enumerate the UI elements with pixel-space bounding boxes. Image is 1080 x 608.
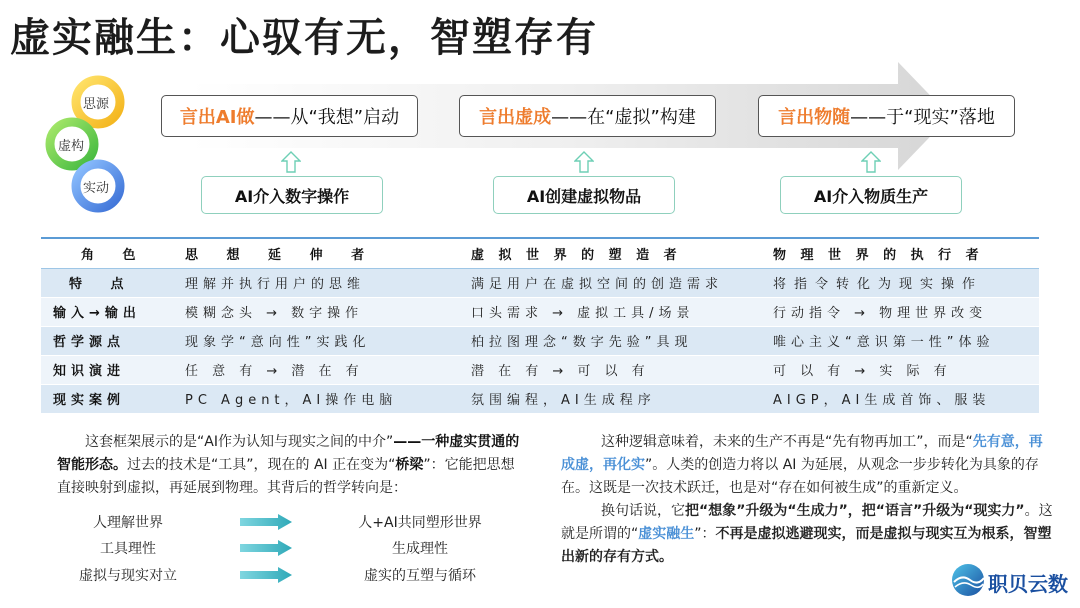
table-row	[41, 297, 1039, 326]
right-summary-paragraph	[561, 431, 1053, 569]
comparison-to: 人+AI共同塑形世界	[358, 515, 482, 531]
row-label: 知识演进	[41, 355, 181, 384]
table-cell: 唯心主义“意识第一性”体验	[769, 326, 1039, 355]
table-cell: 潜 在 有 → 可 以 有	[467, 355, 769, 384]
table-cell: 模糊念头 → 数字操作	[181, 297, 467, 326]
left-summary-paragraph	[57, 431, 527, 500]
right-text-2d: ”：	[694, 526, 716, 542]
left-text-2: 过去的技术是“工具”，现在的 AI 正在变为“	[127, 457, 396, 473]
cycle-item-construct: 虚构	[58, 139, 85, 154]
table-cell: 满足用户在虚拟空间的创造需求	[467, 268, 769, 297]
header-physical-executor: 物 理 世 界 的 执 行 者	[769, 238, 1039, 268]
left-text-1: 这套框架展示的是“AI作为认知与现实之间的中介”	[85, 434, 394, 450]
table-cell: 任 意 有 → 潜 在 有	[181, 355, 467, 384]
right-text-1a: 这种逻辑意味着，未来的生产不再是“先有物再加工”，而是“	[601, 434, 973, 450]
teal-arrow-icon	[240, 540, 292, 556]
stage-highlight: 言出AI做	[179, 107, 255, 128]
role-box-virtual: AI创建虚拟物品	[493, 176, 675, 214]
header-virtual-shaper: 虚 拟 世 界 的 塑 造 者	[467, 238, 769, 268]
table-cell: 将指令转化为现实操作	[769, 268, 1039, 297]
company-logo-text: 职贝云数	[988, 572, 1068, 596]
table-cell: 现象学“意向性”实践化	[181, 326, 467, 355]
table-cell: PC Agent，AI操作电脑	[181, 384, 467, 413]
company-logo-icon	[950, 562, 986, 598]
left-text-2-bold: 桥梁	[395, 457, 424, 473]
row-label: 特 点	[41, 268, 181, 297]
table-cell: 氛围编程，AI生成程序	[467, 384, 769, 413]
comparison-to: 虚实的互塑与循环	[364, 568, 476, 584]
stage-highlight: 言出虚成	[479, 107, 552, 128]
stage-box-virtual	[459, 95, 716, 137]
right-text-2-blue: 虚实融生	[638, 526, 695, 542]
right-text-1-blue: 先有意，再成虚，再化实	[561, 434, 1043, 473]
table-row	[41, 355, 1039, 384]
table-cell: 口头需求 → 虚拟工具/场景	[467, 297, 769, 326]
role-matrix-table	[41, 237, 1039, 414]
left-text-1-bold: ——一种虚实贯通的智能形态。	[57, 434, 520, 473]
table-cell: 柏拉图理念“数字先验”具现	[467, 326, 769, 355]
table-row	[41, 384, 1039, 413]
table-header-row	[41, 238, 1039, 268]
right-text-2-bold: 不再是虚拟逃避现实，而是虚拟与现实互为根系，智塑出新的存有方式。	[561, 526, 1052, 565]
row-label: 哲学源点	[41, 326, 181, 355]
page-title: 虚实融生：心驭有无，智塑存有	[10, 15, 598, 61]
stage-box-reality	[758, 95, 1015, 137]
right-text-2c: 。这就是所谓的“	[561, 503, 1053, 542]
up-arrow-icon	[574, 151, 594, 173]
stage-rest: ——于“现实”落地	[850, 107, 995, 128]
row-label: 现实案例	[41, 384, 181, 413]
comparison-from: 工具理性	[100, 541, 156, 557]
stage-highlight: 言出物随	[778, 107, 851, 128]
cycle-item-source: 思源	[83, 97, 110, 112]
teal-arrow-icon	[240, 567, 292, 583]
right-text-2b: 把“想象”升级为“生成力”，把“语言”升级为“现实力”	[685, 503, 1025, 519]
left-text-3: ”：它能把思想直接映射到虚拟，再延展到物理。其背后的哲学转向是：	[57, 457, 515, 496]
right-text-1b: ”。人类的创造力将以 AI 为延展，从观念一步步转化为具象的存在。这既是一次技术跃迁，也是对“存在如何被生成”的重新定义。	[561, 457, 1039, 496]
cycle-diagram	[36, 74, 148, 214]
right-text-2a: 换句话说，它	[601, 503, 685, 519]
comparison-from: 人理解世界	[93, 515, 163, 531]
table-row	[41, 326, 1039, 355]
table-cell: 可 以 有 → 实 际 有	[769, 355, 1039, 384]
stage-rest: ——在“虚拟”构建	[551, 107, 696, 128]
row-label: 输入→输出	[41, 297, 181, 326]
table-cell: 行动指令 → 物理世界改变	[769, 297, 1039, 326]
comparison-from: 虚拟与现实对立	[79, 568, 177, 584]
header-thought-extender: 思 想 延 伸 者	[181, 238, 467, 268]
header-role: 角 色	[41, 238, 181, 268]
cycle-item-act: 实动	[83, 181, 110, 196]
table-cell: 理解并执行用户的思维	[181, 268, 467, 297]
stage-rest: ——从“我想”启动	[254, 107, 400, 128]
comparison-to: 生成理性	[392, 541, 448, 557]
table-cell: AIGP，AI生成首饰、服装	[769, 384, 1039, 413]
role-box-physical: AI介入物质生产	[780, 176, 962, 214]
table-row	[41, 268, 1039, 297]
role-box-digital: AI介入数字操作	[201, 176, 383, 214]
up-arrow-icon	[281, 151, 301, 173]
up-arrow-icon	[861, 151, 881, 173]
stage-box-think	[161, 95, 418, 137]
teal-arrow-icon	[240, 514, 292, 530]
